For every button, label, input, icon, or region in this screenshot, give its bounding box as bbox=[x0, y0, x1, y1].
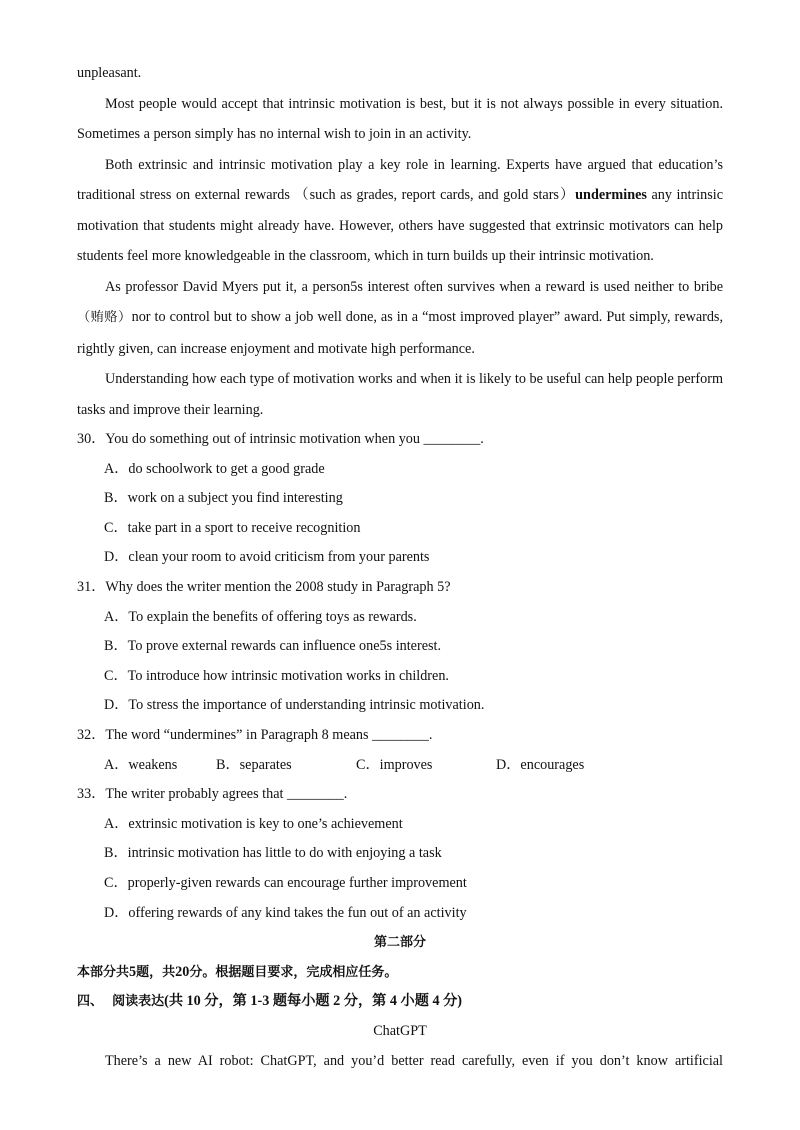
chinese-gloss: （贿赂） bbox=[77, 310, 132, 325]
question-32-option-c: C．improves bbox=[356, 756, 433, 773]
instruction-count: 5 bbox=[129, 963, 137, 980]
question-33-option-b: B．intrinsic motivation has little to do with enjoying a task bbox=[104, 845, 442, 862]
part-two-title: 第二部分 bbox=[373, 935, 426, 951]
question-33-option-c: C．properly-given rewards can encourage further improvement bbox=[104, 874, 467, 891]
question-30-option-c: C．take part in a sport to receive recognition bbox=[104, 519, 361, 536]
keyword-undermines: undermines bbox=[575, 187, 647, 203]
instruction-text: 分。根据题目要求，完成相应任务。 bbox=[189, 964, 398, 980]
question-30-stem: 30．You do something out of intrinsic motivation when you ________. bbox=[77, 431, 484, 447]
passage-paragraph-learning bbox=[77, 150, 723, 272]
paragraph-text: any intrinsic motivation that students might already have. However, others have suggested that extrinsic motivators can help students feel more knowledgeable in the classroom, which in turn builds up their intrinsic motivation. bbox=[77, 187, 724, 264]
section-number: 四、 bbox=[77, 994, 104, 1010]
reading-first-line: There’s a new AI robot: ChatGPT, and you’d better read carefully, even if you don’t know artificial bbox=[105, 1053, 723, 1070]
question-31-option-d: D．To stress the importance of understanding intrinsic motivation. bbox=[104, 697, 485, 714]
instruction-text: 题，共 bbox=[136, 964, 176, 980]
passage-paragraph-conclusion: Understanding how each type of motivation works and when it is likely to be useful can help people perform tasks and improve their learning. bbox=[77, 371, 723, 418]
section-scoring: (共 10 分，第 1-3 题每小题 2 分，第 4 小题 4 分) bbox=[164, 993, 463, 1010]
question-31-option-b: B．To prove external rewards can influence one5s interest. bbox=[104, 638, 442, 655]
instruction-text: 本部分共 bbox=[77, 964, 130, 980]
section-name: 阅读表达 bbox=[112, 994, 165, 1010]
question-32-stem: 32．The word “undermines” in Paragraph 8 means ________. bbox=[77, 726, 433, 743]
reading-title: ChatGPT bbox=[373, 1022, 427, 1039]
question-31-stem: 31．Why does the writer mention the 2008 study in Paragraph 5? bbox=[77, 578, 451, 595]
part-two-instruction bbox=[77, 958, 723, 988]
section-four-heading bbox=[77, 987, 723, 1017]
question-33-option-a: A．extrinsic motivation is key to one’s achievement bbox=[104, 815, 403, 832]
question-32-option-a: A．weakens bbox=[104, 756, 178, 773]
question-32-option-d: D．encourages bbox=[496, 756, 585, 773]
document-page bbox=[77, 58, 723, 1077]
question-30-option-a: A．do schoolwork to get a good grade bbox=[104, 460, 325, 477]
passage-paragraph-continuation: unpleasant. bbox=[77, 65, 142, 81]
passage-paragraph-intrinsic-best: Most people would accept that intrinsic motivation is best, but it is not always possible in every situation. Sometimes a person simply has no internal wish to join in an activity. bbox=[77, 95, 723, 142]
question-33-stem: 33．The writer probably agrees that ________. bbox=[77, 786, 348, 803]
paragraph-text: As professor David Myers put it, a person5s interest often survives when a reward is used neither to bribe bbox=[105, 278, 723, 295]
question-31-option-c: C．To introduce how intrinsic motivation works in children. bbox=[104, 667, 449, 684]
passage-paragraph-myers bbox=[77, 272, 723, 365]
question-30-option-d: D．clean your room to avoid criticism from your parents bbox=[104, 549, 430, 566]
question-30-option-b: B．work on a subject you find interesting bbox=[104, 490, 343, 507]
instruction-points: 20 bbox=[175, 963, 190, 980]
question-33-option-d: D．offering rewards of any kind takes the fun out of an activity bbox=[104, 904, 467, 921]
paragraph-text: nor to control but to show a job well done, as in a “most improved player” award. Put simply, rewards, rightly given, can increase enjoyment and motivate high performance. bbox=[77, 309, 724, 357]
question-32-options bbox=[77, 751, 723, 781]
paragraph-text: Both extrinsic and intrinsic motivation play a key role in learning. Experts have argued that education’s traditional stress on external rewards （such as grades, report cards, and gold stars） bbox=[77, 156, 723, 203]
question-32-option-b: B．separates bbox=[216, 756, 292, 773]
question-31-option-a: A．To explain the benefits of offering toys as rewards. bbox=[104, 608, 417, 625]
